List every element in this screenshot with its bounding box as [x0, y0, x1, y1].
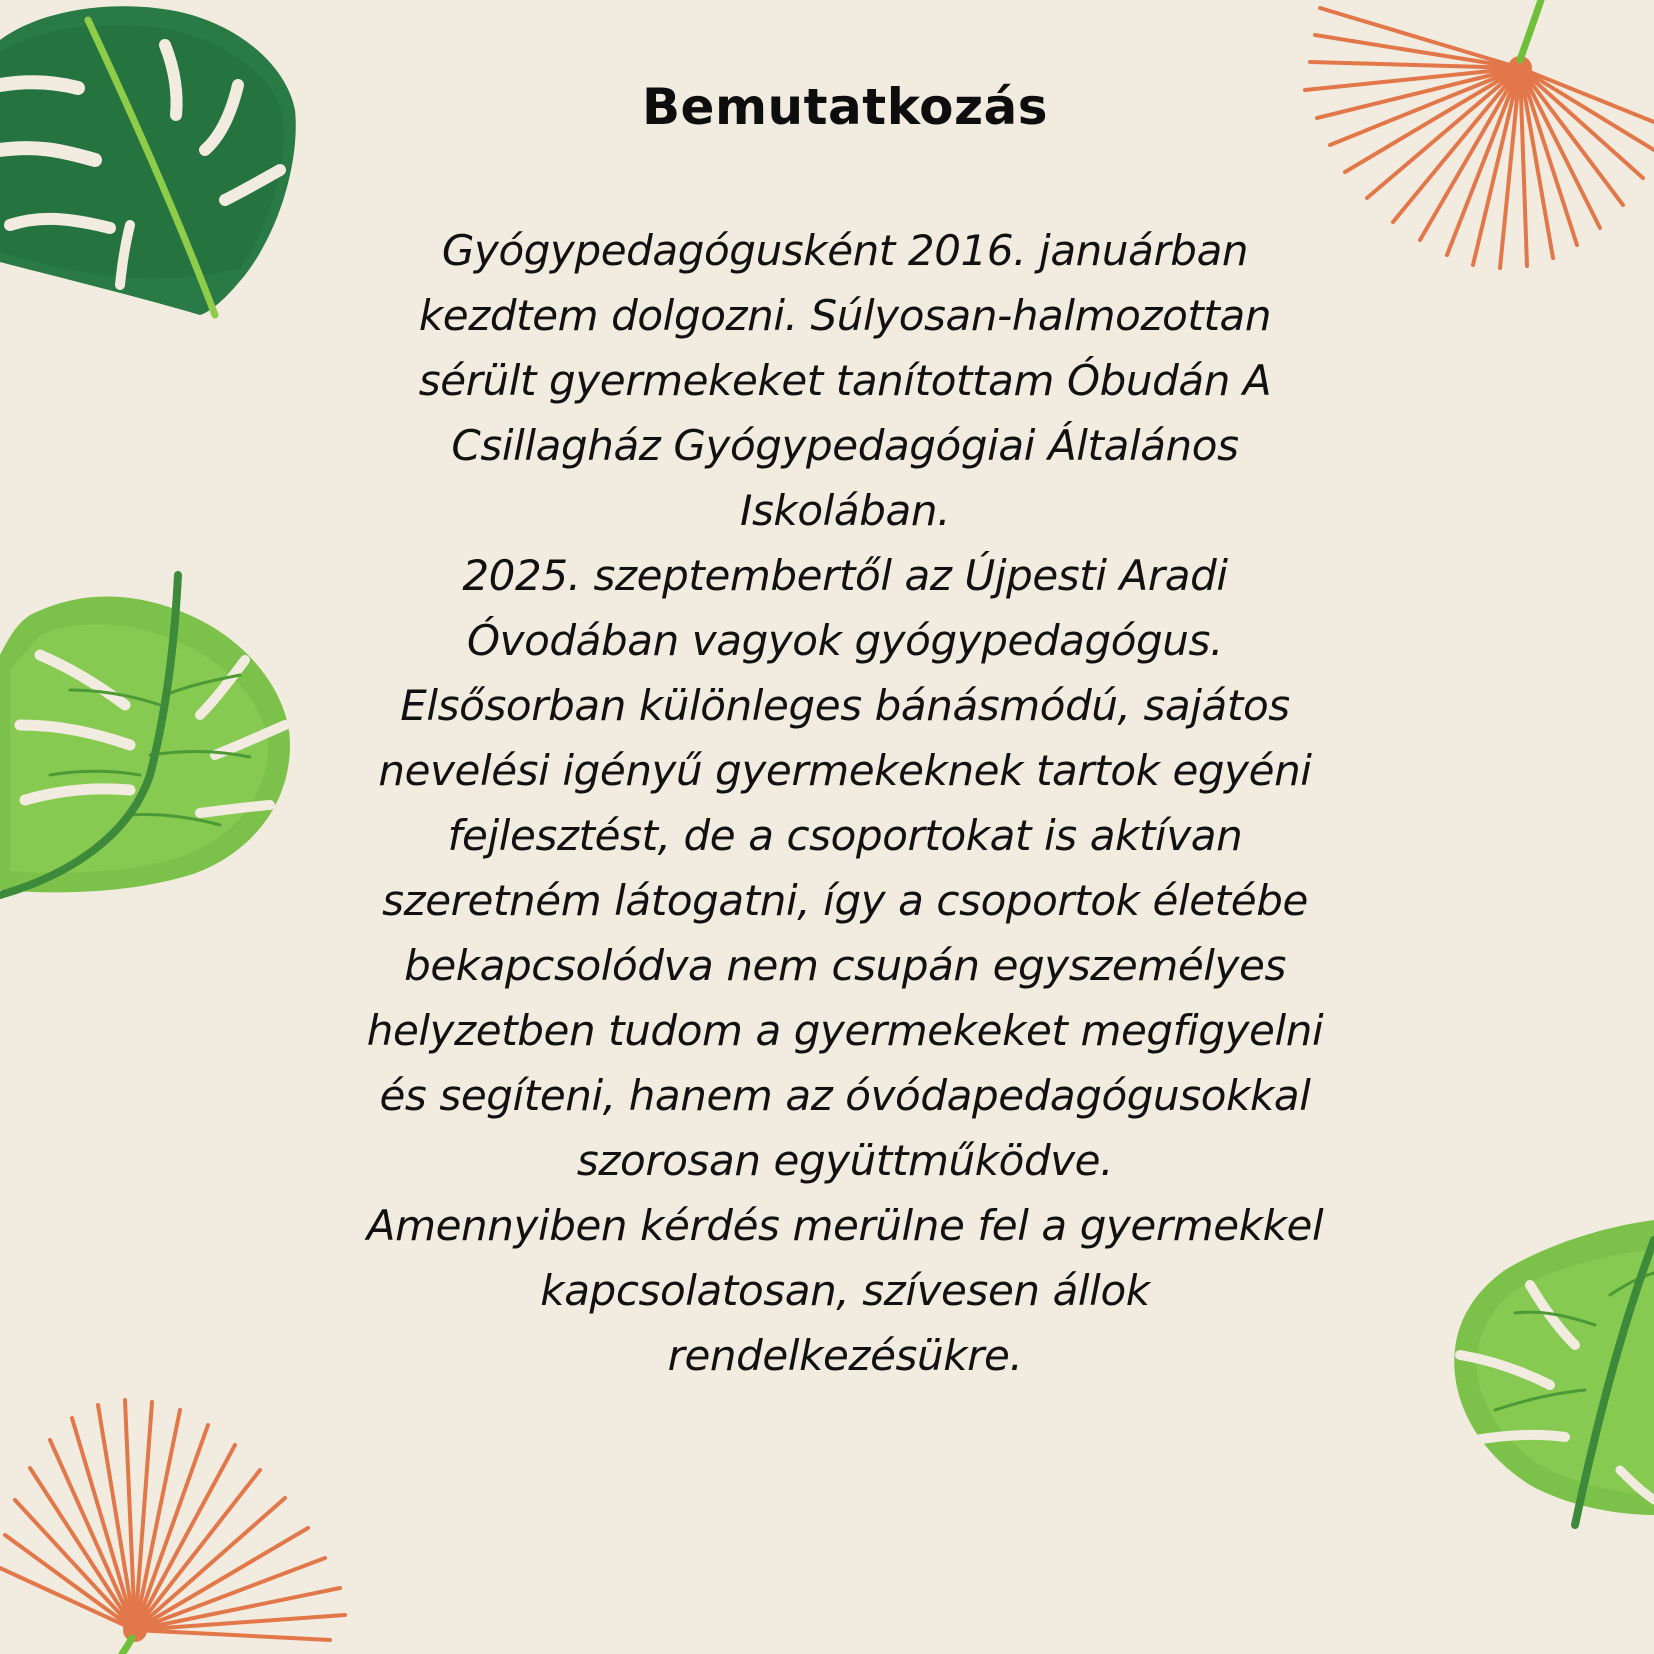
text-line: fejlesztést, de a csoportokat is aktívan	[447, 811, 1243, 860]
page-title: Bemutatkozás	[641, 78, 1049, 136]
intro-paragraph	[360, 218, 1330, 1388]
text-line: 2025. szeptembertől az Újpesti Aradi	[462, 551, 1228, 600]
text-line: rendelkezésükre.	[667, 1331, 1023, 1380]
text-line: nevelési igényű gyermekeknek tartok egyéni	[378, 746, 1312, 795]
text-line: és segíteni, hanem az óvódapedagógusokkal	[379, 1071, 1311, 1120]
text-line: Elsősorban különleges bánásmódú, sajátos	[400, 681, 1290, 730]
text-line: Iskolában.	[739, 486, 951, 535]
text-line: bekapcsolódva nem csupán egyszemélyes	[404, 941, 1286, 990]
dark-monstera-leaf-icon	[0, 0, 300, 320]
text-line: Csillagház Gyógypedagógiai Általános	[451, 421, 1239, 470]
text-line: kapcsolatosan, szívesen állok	[540, 1266, 1150, 1315]
text-line: Amennyiben kérdés merülne fel a gyermekkel	[366, 1201, 1324, 1250]
text-line: sérült gyermekeket tanítottam Óbudán A	[418, 356, 1272, 405]
light-monstera-leaf-icon	[1445, 1215, 1654, 1525]
text-line: szorosan együttműködve.	[576, 1136, 1114, 1185]
text-line: kezdtem dolgozni. Súlyosan-halmozottan	[418, 291, 1272, 340]
text-line: Gyógypedagógusként 2016. januárban	[441, 226, 1249, 275]
light-monstera-leaf-icon	[0, 575, 300, 905]
palm-leaf-icon	[0, 1400, 350, 1654]
text-line: szeretném látogatni, így a csoportok életébe	[382, 876, 1308, 925]
text-line: Óvodában vagyok gyógypedagógus.	[467, 616, 1223, 665]
palm-leaf-icon	[1305, 0, 1654, 280]
text-line: helyzetben tudom a gyermekeket megfigyelni	[366, 1006, 1324, 1055]
